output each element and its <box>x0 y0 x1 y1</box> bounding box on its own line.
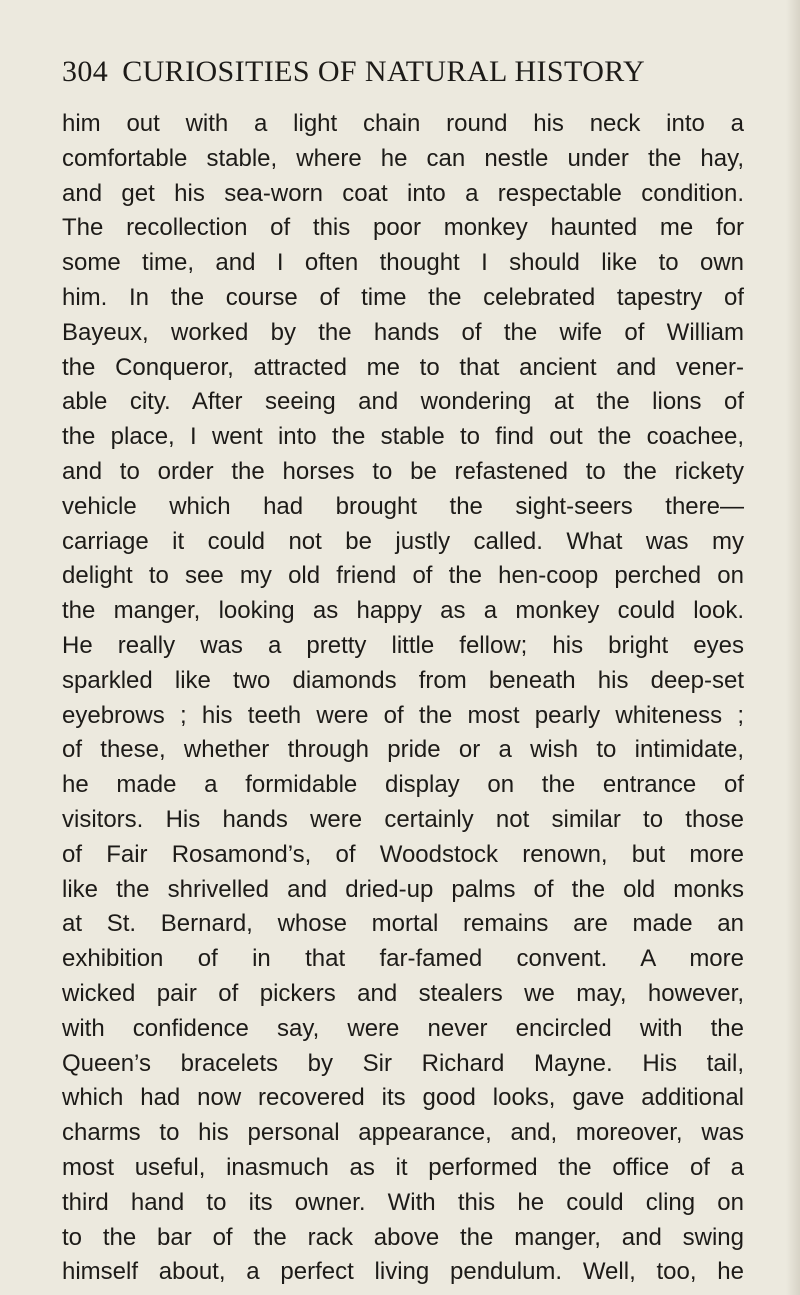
text-line-18: eyebrows ; his teeth were of the most pearly whiteness ; <box>62 701 744 729</box>
text-line-15: the manger, looking as happy as a monkey could look. <box>62 597 744 625</box>
text-line-33: to the bar of the rack above the manger, and swing <box>62 1223 744 1251</box>
running-header <box>62 52 762 92</box>
text-line-7: Bayeux, worked by the hands of the wife of William <box>62 318 744 346</box>
body-text <box>62 107 744 1290</box>
text-line-14: delight to see my old friend of the hen-coop perched on <box>62 562 744 590</box>
text-line-2: comfortable stable, where he can nestle under the hay, <box>62 144 744 172</box>
text-line-19: of these, whether through pride or a wish to intimidate, <box>62 736 744 764</box>
running-title: CURIOSITIES OF NATURAL HISTORY <box>122 55 646 88</box>
text-line-6: him. In the course of time the celebrated tapestry of <box>62 283 744 311</box>
text-line-27: with confidence say, were never encircled with the <box>62 1014 744 1042</box>
text-line-21: visitors. His hands were certainly not similar to those <box>62 805 744 833</box>
text-line-26: wicked pair of pickers and stealers we may, however, <box>62 979 744 1007</box>
text-line-24: at St. Bernard, whose mortal remains are made an <box>62 910 744 938</box>
text-line-10: the place, I went into the stable to find out the coachee, <box>62 423 744 451</box>
text-line-31: most useful, inasmuch as it performed the office of a <box>62 1153 744 1181</box>
text-line-30: charms to his personal appearance, and, moreover, was <box>62 1119 744 1147</box>
text-line-4: The recollection of this poor monkey haunted me for <box>62 214 744 242</box>
text-line-17: sparkled like two diamonds from beneath his deep-set <box>62 666 744 694</box>
text-line-29: which had now recovered its good looks, gave additional <box>62 1084 744 1112</box>
text-line-13: carriage it could not be justly called. What was my <box>62 527 744 555</box>
text-line-9: able city. After seeing and wondering at the lions of <box>62 388 744 416</box>
text-line-11: and to order the horses to be refastened to the rickety <box>62 457 744 485</box>
text-line-1: him out with a light chain round his neck into a <box>62 110 744 137</box>
text-line-32: third hand to its owner. With this he could cling on <box>62 1188 744 1216</box>
text-line-12: vehicle which had brought the sight-seers there— <box>62 492 744 520</box>
text-line-16: He really was a pretty little fellow; his bright eyes <box>62 631 744 659</box>
text-line-25: exhibition of in that far-famed convent. A more <box>62 945 744 973</box>
text-line-5: some time, and I often thought I should like to own <box>62 249 744 277</box>
text-line-23: like the shrivelled and dried-up palms of the old monks <box>62 875 744 903</box>
text-line-28: Queen’s bracelets by Sir Richard Mayne. His tail, <box>62 1049 744 1077</box>
text-line-3: and get his sea-worn coat into a respectable condition. <box>62 179 744 207</box>
page-edge-shadow <box>786 0 800 1295</box>
page-number: 304 <box>62 55 109 88</box>
text-line-8: the Conqueror, attracted me to that ancient and vener- <box>62 353 744 381</box>
text-line-34: himself about, a perfect living pendulum. Well, too, he <box>62 1258 744 1286</box>
text-line-22: of Fair Rosamond’s, of Woodstock renown, but more <box>62 840 744 868</box>
text-line-20: he made a formidable display on the entrance of <box>62 771 744 799</box>
